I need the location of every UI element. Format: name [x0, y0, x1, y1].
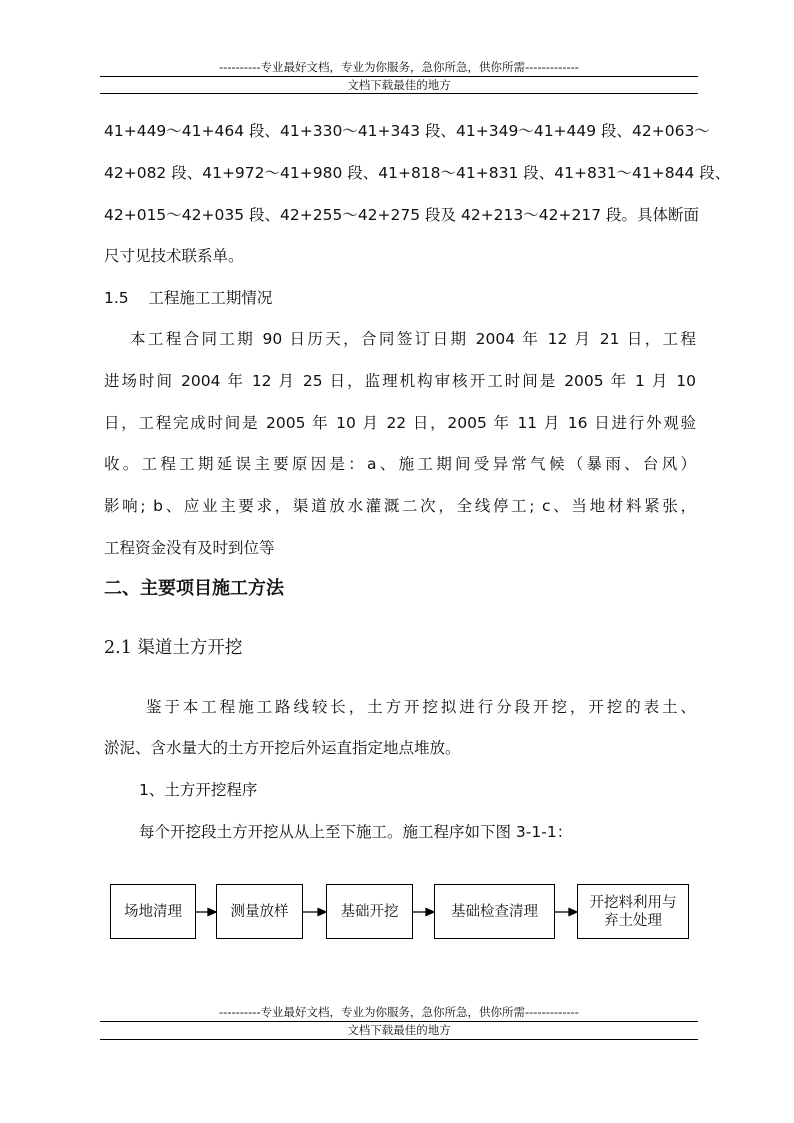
para3-line: 淤泥、含水量大的土方开挖后外运直指定地点堆放。: [104, 739, 461, 757]
para2-line: 收。工程工期延误主要原因是：a、施工期间受异常气候（暴雨、台风）: [104, 455, 696, 473]
para3-line: 鉴于本工程施工路线较长，土方开挖拟进行分段开挖，开挖的表土、: [146, 698, 696, 716]
para4-line: 每个开挖段土方开挖从从上至下施工。施工程序如下图 3-1-1：: [139, 823, 573, 841]
para1-line: 42+082 段、41+972～41+980 段、41+818～41+831 段、41+831～41+844 段、: [104, 164, 731, 182]
para2-line: 影响; b、应业主要求，渠道放水灌溉二次，全线停工; c、当地材料紧张，: [104, 497, 696, 515]
footer-tagline: ----------专业最好文档，专业为你服务，急你所急，供你所需-------------: [219, 1005, 579, 1019]
flow-arrow-head: [208, 909, 216, 916]
header-tagline: ----------专业最好文档，专业为你服务，急你所急，供你所需-------------: [219, 60, 579, 74]
section-heading-1-5: 1.5 工程施工工期情况: [104, 289, 273, 307]
para1-line: 尺寸见技术联系单。: [104, 247, 244, 265]
flow-arrow-head: [569, 909, 577, 916]
para1-line: 41+449～41+464 段、41+330～41+343 段、41+349～41+449 段、42+063～: [104, 122, 710, 140]
para2-line: 进场时间 2004 年 12 月 25 日，监理机构审核开工时间是 2005 年 1 月 10: [104, 372, 696, 390]
footer-rule-bottom: [100, 1039, 698, 1040]
list-item-heading: 1、土方开挖程序: [139, 781, 258, 799]
flow-step-label: 测量放样: [230, 903, 289, 920]
section-heading-2-1: 2.1 渠道土方开挖: [104, 638, 243, 658]
para2-line: 日，工程完成时间是 2005 年 10 月 22 日，2005 年 11 月 16 日进行外观验: [104, 414, 696, 432]
footer-subtitle: 文档下载最佳的地方: [347, 1023, 451, 1037]
chapter-heading-2: 二、主要项目施工方法: [104, 578, 284, 599]
flow-step-label: 开挖料利用与弃土处理: [589, 894, 677, 929]
flow-step-label: 基础检查清理: [451, 903, 538, 920]
footer-rule: [100, 1021, 698, 1022]
header-subtitle: 文档下载最佳的地方: [347, 78, 451, 92]
para1-line: 42+015～42+035 段、42+255～42+275 段及 42+213～42+217 段。具体断面: [104, 206, 699, 224]
flow-arrow-head: [318, 909, 326, 916]
flow-step-label: 基础开挖: [340, 903, 399, 920]
flow-step-label: 场地清理: [124, 903, 182, 920]
flow-arrow-head: [426, 909, 434, 916]
para2-line: 工程资金没有及时到位等: [104, 539, 275, 557]
para2-line: 本工程合同工期 90 日历天，合同签订日期 2004 年 12 月 21 日，工程: [130, 330, 696, 348]
